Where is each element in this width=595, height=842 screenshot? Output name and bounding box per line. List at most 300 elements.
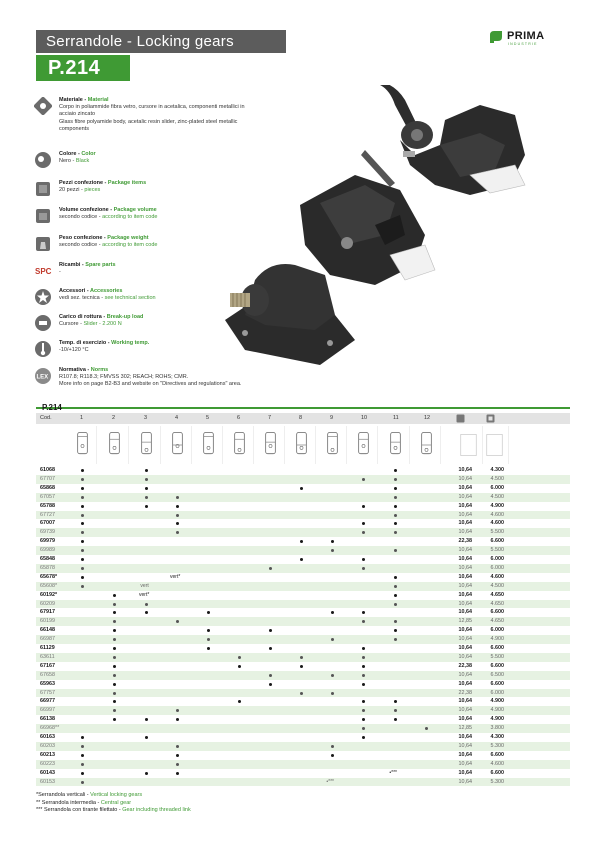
spec-value-it: secondo codice xyxy=(59,242,98,249)
item-code: 65963 xyxy=(40,680,55,687)
table-row xyxy=(36,617,570,626)
item-code: 63611 xyxy=(40,653,55,660)
spec-title-separator: - xyxy=(85,288,90,294)
spec-value-it: 20 pezzi xyxy=(59,187,80,194)
option-dot xyxy=(81,736,84,739)
option-dot xyxy=(113,629,116,632)
table-row xyxy=(36,742,570,751)
option-dot xyxy=(331,692,334,695)
option-dot xyxy=(81,531,84,534)
option-dot xyxy=(176,745,179,748)
package-weight-value: 10,64 xyxy=(458,484,472,491)
table-row xyxy=(36,582,570,591)
product-photos xyxy=(225,85,570,385)
package-items-value: 6.600 xyxy=(490,769,504,776)
break-load-icon xyxy=(34,314,52,332)
package-items-value: 4.900 xyxy=(490,698,504,705)
spec-value-en: pieces xyxy=(84,187,101,194)
option-dot xyxy=(176,505,179,508)
spec-title-it: Volume confezione xyxy=(59,207,109,213)
package-items-value: 5.500 xyxy=(490,653,504,660)
option-dot xyxy=(394,629,397,632)
option-dot xyxy=(362,611,365,614)
option-dot xyxy=(300,540,303,543)
spec-title-it: Carico di rottura xyxy=(59,314,102,320)
item-code: 66997 xyxy=(40,707,55,714)
footnote xyxy=(36,800,436,808)
option-dot xyxy=(176,531,179,534)
spec-value-it: Corpo in poliammide fibra vetro, cursore in acetalica, componenti metallici in xyxy=(59,104,245,111)
package-weight-value: 10,64 xyxy=(458,467,472,473)
package-items-value: 5.300 xyxy=(490,778,504,785)
option-mark: vert* xyxy=(170,573,181,580)
table-row xyxy=(36,528,570,537)
weight-icon xyxy=(34,235,52,253)
svg-text:LEX: LEX xyxy=(36,374,49,381)
table-row xyxy=(36,662,570,671)
table-row xyxy=(36,626,570,635)
option-dot xyxy=(394,522,397,525)
option-dot xyxy=(81,772,84,775)
spec-value-en: according to item code xyxy=(102,242,158,249)
option-dot xyxy=(362,727,365,730)
spare-parts-icon xyxy=(34,262,52,280)
package-weight-value: 10,64 xyxy=(458,475,472,482)
option-dot xyxy=(81,754,84,757)
option-dot xyxy=(176,754,179,757)
package-weight-value: 22,38 xyxy=(458,538,472,545)
option-dot xyxy=(176,709,179,712)
package-weight-value: 10,64 xyxy=(458,573,472,580)
spec-value-tail: - 2.200 N xyxy=(97,321,122,328)
package-weight-value: 10,64 xyxy=(458,645,472,651)
table-row xyxy=(36,537,570,546)
option-dot xyxy=(81,745,84,748)
option-dot xyxy=(81,496,84,499)
item-code: 67007 xyxy=(40,520,55,527)
option-mark: •*** xyxy=(389,769,397,776)
package-weight-value: 10,64 xyxy=(458,760,472,767)
spec-value-separator: - xyxy=(78,321,84,328)
spec-title-en: Working temp. xyxy=(111,340,150,346)
option-dot xyxy=(394,603,397,606)
footnote-it: *Serrandola verticali xyxy=(36,792,86,798)
package-weight-value: 10,64 xyxy=(458,680,472,687)
item-code: 66977 xyxy=(40,698,55,705)
spec-title-separator: - xyxy=(102,235,108,241)
table-row xyxy=(36,555,570,564)
option-dot xyxy=(81,469,84,472)
table-row xyxy=(36,519,570,528)
option-dot xyxy=(362,674,365,677)
table-row xyxy=(36,511,570,520)
package-items-value: 4.500 xyxy=(490,475,504,482)
option-dot xyxy=(394,585,397,588)
package-weight-value: 10,64 xyxy=(458,698,472,705)
option-dot xyxy=(176,514,179,517)
table-label xyxy=(36,397,570,412)
column-diagram-icon xyxy=(319,426,347,464)
spec-title-en: Material xyxy=(87,97,109,103)
spec-title-en: Spare parts xyxy=(85,262,116,268)
option-dot xyxy=(113,620,116,623)
package-weight-value: 10,64 xyxy=(458,547,472,554)
spec-title-it: Accessori xyxy=(59,288,86,294)
spec-value-it: More info on page B2-B3 and website on "Directives and regulations" area. xyxy=(59,381,242,388)
option-dot xyxy=(269,647,272,650)
package-weight-value: 10,64 xyxy=(458,564,472,571)
brand-logo xyxy=(488,28,568,48)
logo-icon xyxy=(488,29,504,45)
option-dot xyxy=(113,647,116,650)
product-code-badge: P.214 xyxy=(36,55,130,81)
option-mark: vert xyxy=(140,582,149,589)
column-diagram-icon xyxy=(288,426,316,464)
package-weight-value: 10,64 xyxy=(458,751,472,758)
table-row xyxy=(36,644,570,653)
option-dot xyxy=(145,469,148,472)
item-code: 67707 xyxy=(40,475,55,482)
package-items-value: 6.600 xyxy=(490,751,504,758)
option-dot xyxy=(362,567,365,570)
column-diagrams xyxy=(36,426,570,466)
column-header-3: 3 xyxy=(144,415,148,421)
option-dot xyxy=(269,629,272,632)
option-dot xyxy=(394,496,397,499)
spec-title-separator: - xyxy=(80,262,86,268)
option-mark: •*** xyxy=(326,778,334,785)
option-dot xyxy=(113,718,116,721)
option-dot xyxy=(362,478,365,481)
option-dot xyxy=(362,656,365,659)
table-row xyxy=(36,493,570,502)
option-dot xyxy=(300,656,303,659)
package-items-value: 4.900 xyxy=(490,636,504,643)
option-dot xyxy=(362,505,365,508)
column-diagram-icon xyxy=(101,426,129,464)
item-code: 66968** xyxy=(40,725,60,732)
option-dot xyxy=(145,478,148,481)
option-dot xyxy=(238,700,241,703)
item-code: 67167 xyxy=(40,662,55,669)
item-code: 65678* xyxy=(40,573,58,580)
package-items-value: 5.500 xyxy=(490,529,504,536)
option-dot xyxy=(113,603,116,606)
item-code: 60143 xyxy=(40,769,55,776)
option-dot xyxy=(331,674,334,677)
package-items-value: 6.600 xyxy=(490,662,504,669)
package-items-value: 4.900 xyxy=(490,716,504,723)
package-items-value: 5.500 xyxy=(490,547,504,554)
column-header-7: 7 xyxy=(268,415,272,421)
package-weight-value: 12,85 xyxy=(458,618,472,625)
column-diagram-icon xyxy=(382,426,410,464)
package-weight-value: 12,85 xyxy=(458,725,472,732)
package-items-value: 4.600 xyxy=(490,760,504,767)
option-dot xyxy=(207,638,210,641)
package-items-value: 4.900 xyxy=(490,707,504,714)
spec-title-it: Ricambi xyxy=(59,262,81,268)
product-photo-top xyxy=(380,85,525,195)
option-dot xyxy=(331,611,334,614)
package-weight-value: 10,64 xyxy=(458,502,472,509)
option-dot xyxy=(145,505,148,508)
package-weight-value: 22,38 xyxy=(458,689,472,696)
product-photo-bottom xyxy=(225,264,355,365)
spec-title-en: Accessories xyxy=(89,288,123,294)
spec-title-it: Materiale xyxy=(59,97,83,103)
option-dot xyxy=(81,781,84,784)
option-dot xyxy=(81,576,84,579)
package-items-value: 4.600 xyxy=(490,511,504,518)
spec-value-it: acciaio zincato xyxy=(59,111,96,118)
spec-value-separator: - xyxy=(70,158,76,165)
package-items-value: 6.000 xyxy=(490,689,504,696)
table-row xyxy=(36,751,570,760)
package-weight-value: 10,64 xyxy=(458,582,472,589)
option-dot xyxy=(269,683,272,686)
table-row xyxy=(36,697,570,706)
spec-value-separator: - xyxy=(79,187,85,194)
option-dot xyxy=(269,674,272,677)
option-dot xyxy=(81,540,84,543)
table-row xyxy=(36,573,570,582)
package-weight-value: 22,38 xyxy=(458,662,472,669)
option-dot xyxy=(176,763,179,766)
package-items-value: 4.300 xyxy=(490,467,504,473)
option-dot xyxy=(145,718,148,721)
item-code: 65878 xyxy=(40,564,55,571)
item-code: 60192* xyxy=(40,591,58,598)
option-dot xyxy=(362,647,365,650)
item-code: 67917 xyxy=(40,609,55,616)
package-items-value: 6.000 xyxy=(490,484,504,491)
option-dot xyxy=(362,718,365,721)
thermometer-icon xyxy=(34,340,52,358)
option-dot xyxy=(176,772,179,775)
package-items-value: 4.600 xyxy=(490,573,504,580)
spec-value-separator: - xyxy=(97,242,103,249)
spec-value-it: vedi sez. tecnica xyxy=(59,295,100,302)
package-weight-value: 10,64 xyxy=(458,627,472,634)
logo-subtext: INDUSTRIE xyxy=(508,42,538,46)
package-weight-value: 10,64 xyxy=(458,520,472,527)
option-dot xyxy=(331,638,334,641)
option-dot xyxy=(113,683,116,686)
package-items-value: 4.500 xyxy=(490,493,504,500)
option-dot xyxy=(394,638,397,641)
spec-title-separator: - xyxy=(82,97,88,103)
column-header-code: Cod. xyxy=(40,415,52,421)
column-header-2: 2 xyxy=(112,415,116,421)
spec-value-it: secondo codice xyxy=(59,214,98,221)
column-header-10: 10 xyxy=(361,415,368,421)
option-dot xyxy=(394,487,397,490)
package-items-value: 5.300 xyxy=(490,742,504,749)
option-dot xyxy=(300,487,303,490)
accessories-icon xyxy=(34,288,52,306)
option-dot xyxy=(81,567,84,570)
spec-value-it: components xyxy=(59,125,89,132)
footnote-it: ** Serrandola intermedia xyxy=(36,799,96,806)
spec-title-separator: - xyxy=(85,367,91,373)
spec-title-separator: - xyxy=(101,314,107,320)
option-dot xyxy=(81,505,84,508)
column-header-12: 12 xyxy=(424,415,431,421)
spec-value-it: - xyxy=(59,269,61,276)
table-row xyxy=(36,724,570,733)
table-row xyxy=(36,466,570,475)
table-row xyxy=(36,671,570,680)
option-dot xyxy=(269,567,272,570)
spec-title-separator: - xyxy=(103,180,108,186)
table-row xyxy=(36,484,570,493)
option-dot xyxy=(113,594,116,597)
package-weight-value: 10,64 xyxy=(458,778,472,785)
column-header-4: 4 xyxy=(175,415,179,421)
footnote-separator: - xyxy=(85,792,91,798)
table-label-text: P.214 xyxy=(42,403,62,412)
option-dot xyxy=(362,683,365,686)
weight-column-icon xyxy=(456,414,465,423)
table-row xyxy=(36,546,570,555)
column-diagram-icon xyxy=(455,426,483,464)
table-row xyxy=(36,608,570,617)
spec-title-it: Normativa xyxy=(59,367,86,373)
package-items-value: 6.600 xyxy=(490,645,504,651)
item-code: 60209 xyxy=(40,600,55,607)
item-code: 60223 xyxy=(40,760,55,767)
column-header-6: 6 xyxy=(237,415,241,421)
table-header xyxy=(36,413,570,424)
option-dot xyxy=(394,469,397,472)
logo-text: PRIMA xyxy=(507,30,545,42)
spec-title-en: Package volume xyxy=(113,207,157,213)
item-code: 65788 xyxy=(40,502,55,509)
option-dot xyxy=(145,487,148,490)
option-dot xyxy=(81,558,84,561)
item-code: 61068 xyxy=(40,467,55,473)
package-column-icon xyxy=(486,414,495,423)
option-dot xyxy=(81,763,84,766)
spec-value-it: -10/+120 °C xyxy=(59,347,89,354)
package-weight-value: 10,64 xyxy=(458,556,472,562)
item-code: 67057 xyxy=(40,493,55,500)
package-icon xyxy=(34,180,52,198)
item-code: 60213 xyxy=(40,751,55,758)
option-dot xyxy=(394,620,397,623)
package-weight-value: 10,64 xyxy=(458,529,472,536)
item-code: 67658 xyxy=(40,671,55,678)
item-code: 60153 xyxy=(40,778,55,785)
option-dot xyxy=(394,478,397,481)
item-code: 65608* xyxy=(40,582,58,589)
table-row xyxy=(36,769,570,778)
spec-value-separator: - xyxy=(97,214,103,221)
option-dot xyxy=(394,514,397,517)
footnote-en: Central gear xyxy=(100,799,132,806)
package-weight-value: 10,64 xyxy=(458,734,472,740)
item-code: 66138 xyxy=(40,716,55,723)
option-dot xyxy=(145,736,148,739)
spec-title-en: Package weight xyxy=(107,235,149,241)
package-weight-value: 10,64 xyxy=(458,636,472,643)
footnote xyxy=(36,807,436,815)
item-code: 69739 xyxy=(40,529,55,536)
item-code: 69979 xyxy=(40,538,55,545)
footnote-separator: - xyxy=(95,799,101,806)
option-dot xyxy=(394,718,397,721)
item-code: 60199 xyxy=(40,618,55,625)
option-dot xyxy=(394,505,397,508)
package-weight-value: 10,64 xyxy=(458,671,472,678)
svg-text:SPC: SPC xyxy=(35,267,52,276)
table-row xyxy=(36,591,570,600)
package-weight-value: 10,64 xyxy=(458,609,472,616)
item-code: 69989 xyxy=(40,547,55,554)
package-items-value: 6.600 xyxy=(490,538,504,545)
package-weight-value: 10,64 xyxy=(458,742,472,749)
spec-value-it: Glass fibre polyamide body, acetalic resin slider, zinc-plated steel metallic xyxy=(59,118,238,125)
option-dot xyxy=(145,772,148,775)
option-dot xyxy=(145,611,148,614)
option-dot xyxy=(394,531,397,534)
column-header-11: 11 xyxy=(393,415,399,421)
table-row xyxy=(36,706,570,715)
option-dot xyxy=(145,603,148,606)
option-dot xyxy=(331,745,334,748)
column-diagram-icon xyxy=(69,426,97,464)
package-items-value: 3.800 xyxy=(490,725,504,732)
option-dot xyxy=(425,727,428,730)
option-dot xyxy=(113,638,116,641)
spec-value-separator: - xyxy=(99,295,105,302)
option-dot xyxy=(81,522,84,525)
option-dot xyxy=(113,700,116,703)
option-dot xyxy=(113,674,116,677)
column-header-5: 5 xyxy=(206,415,210,421)
package-items-value: 4.650 xyxy=(490,618,504,625)
volume-icon xyxy=(34,207,52,225)
option-dot xyxy=(81,585,84,588)
spec-title-separator: - xyxy=(76,151,82,157)
table-row xyxy=(36,502,570,511)
package-items-value: 4.650 xyxy=(490,591,504,598)
column-header-1: 1 xyxy=(80,415,84,421)
option-dot xyxy=(176,620,179,623)
option-dot xyxy=(113,656,116,659)
package-items-value: 6.000 xyxy=(490,627,504,634)
table-row xyxy=(36,635,570,644)
spec-title-it: Peso confezione xyxy=(59,235,103,241)
spec-value-en: Slider xyxy=(83,321,98,328)
option-dot xyxy=(362,531,365,534)
spec-value-en: according to item code xyxy=(102,214,158,221)
spec-title-separator: - xyxy=(108,207,114,213)
table-row xyxy=(36,760,570,769)
material-icon xyxy=(34,97,52,115)
table-row xyxy=(36,653,570,662)
package-items-value: 6.000 xyxy=(490,564,504,571)
option-dot xyxy=(207,611,210,614)
option-dot xyxy=(362,620,365,623)
package-items-value: 6.000 xyxy=(490,556,504,562)
column-diagram-icon xyxy=(195,426,223,464)
package-weight-value: 10,64 xyxy=(458,716,472,723)
item-code: 61129 xyxy=(40,645,55,651)
spec-value-it: R107.8; R118.3; FMVSS 302; REACH; ROHS; CMR. xyxy=(59,374,189,381)
option-dot xyxy=(81,487,84,490)
